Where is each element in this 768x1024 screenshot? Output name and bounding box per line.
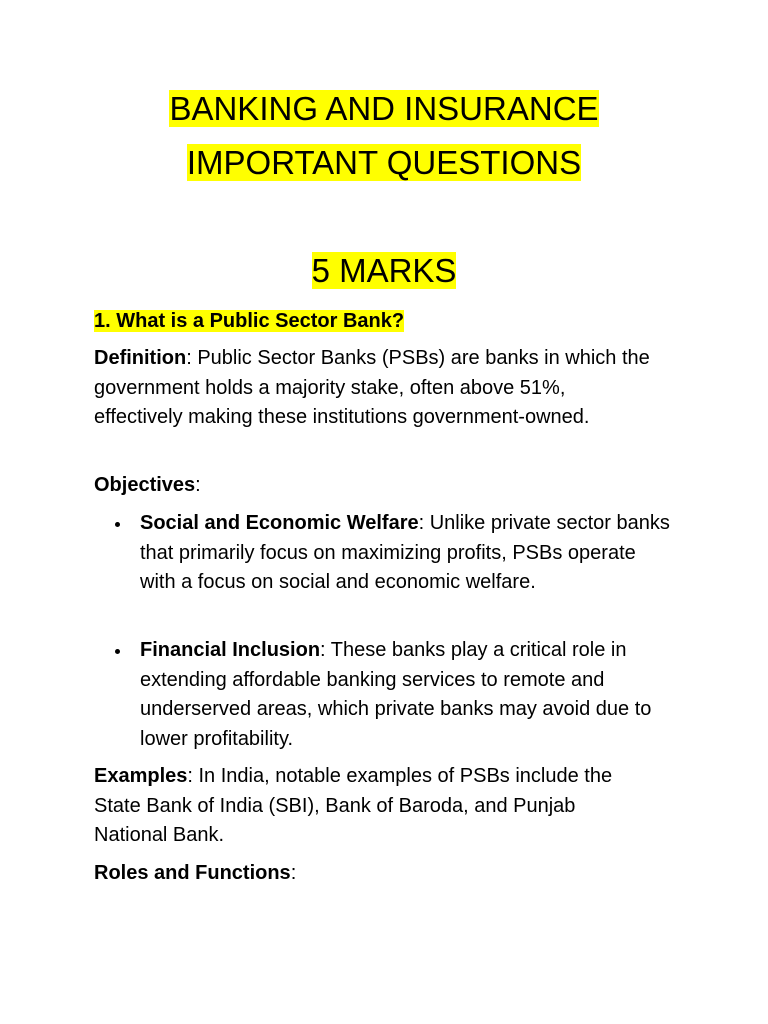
objectives-colon: : bbox=[195, 474, 201, 496]
roles-heading bbox=[94, 859, 694, 889]
list-item bbox=[94, 636, 700, 754]
objectives-label: Objectives bbox=[94, 474, 196, 496]
list-item bbox=[94, 509, 670, 598]
objectives-list-2 bbox=[94, 636, 694, 754]
definition-paragraph bbox=[94, 344, 654, 433]
objective-text: : Unlike private sector banks that primarily focus on maximizing profits, PSBs operate with a focus on social and economic welfare. bbox=[140, 512, 670, 593]
section-title bbox=[0, 251, 768, 291]
title-line-1 bbox=[0, 89, 768, 129]
objective-label: Financial Inclusion bbox=[140, 639, 321, 661]
definition-text: : Public Sector Banks (PSBs) are banks in which the government holds a majority stake, often above 51%, effectively making these institutions government-owned. bbox=[94, 347, 650, 428]
bullet-dot-icon bbox=[115, 522, 120, 527]
objective-label: Social and Economic Welfare bbox=[140, 512, 419, 534]
question-highlight: 1. What is a Public Sector Bank? bbox=[94, 310, 405, 332]
objective-text: : These banks play a critical role in extending affordable banking services to remote and underserved areas, which private banks may avoid due to lower profitability. bbox=[140, 639, 652, 750]
bullet-dot-icon bbox=[115, 649, 120, 654]
objectives-list-1 bbox=[94, 509, 694, 598]
examples-label: Examples bbox=[94, 765, 188, 787]
examples-paragraph bbox=[94, 762, 654, 851]
objectives-heading bbox=[94, 471, 694, 501]
examples-text: : In India, notable examples of PSBs include the State Bank of India (SBI), Bank of Baroda, and Punjab National Bank. bbox=[94, 765, 613, 846]
title-line-2 bbox=[0, 143, 768, 183]
title-highlight-1: BANKING AND INSURANCE bbox=[169, 90, 599, 127]
roles-label: Roles and Functions bbox=[94, 862, 291, 884]
question-heading bbox=[94, 307, 404, 335]
roles-colon: : bbox=[290, 862, 297, 884]
section-highlight: 5 MARKS bbox=[311, 252, 457, 289]
definition-label: Definition bbox=[94, 347, 187, 369]
title-highlight-2: IMPORTANT QUESTIONS bbox=[186, 144, 582, 181]
